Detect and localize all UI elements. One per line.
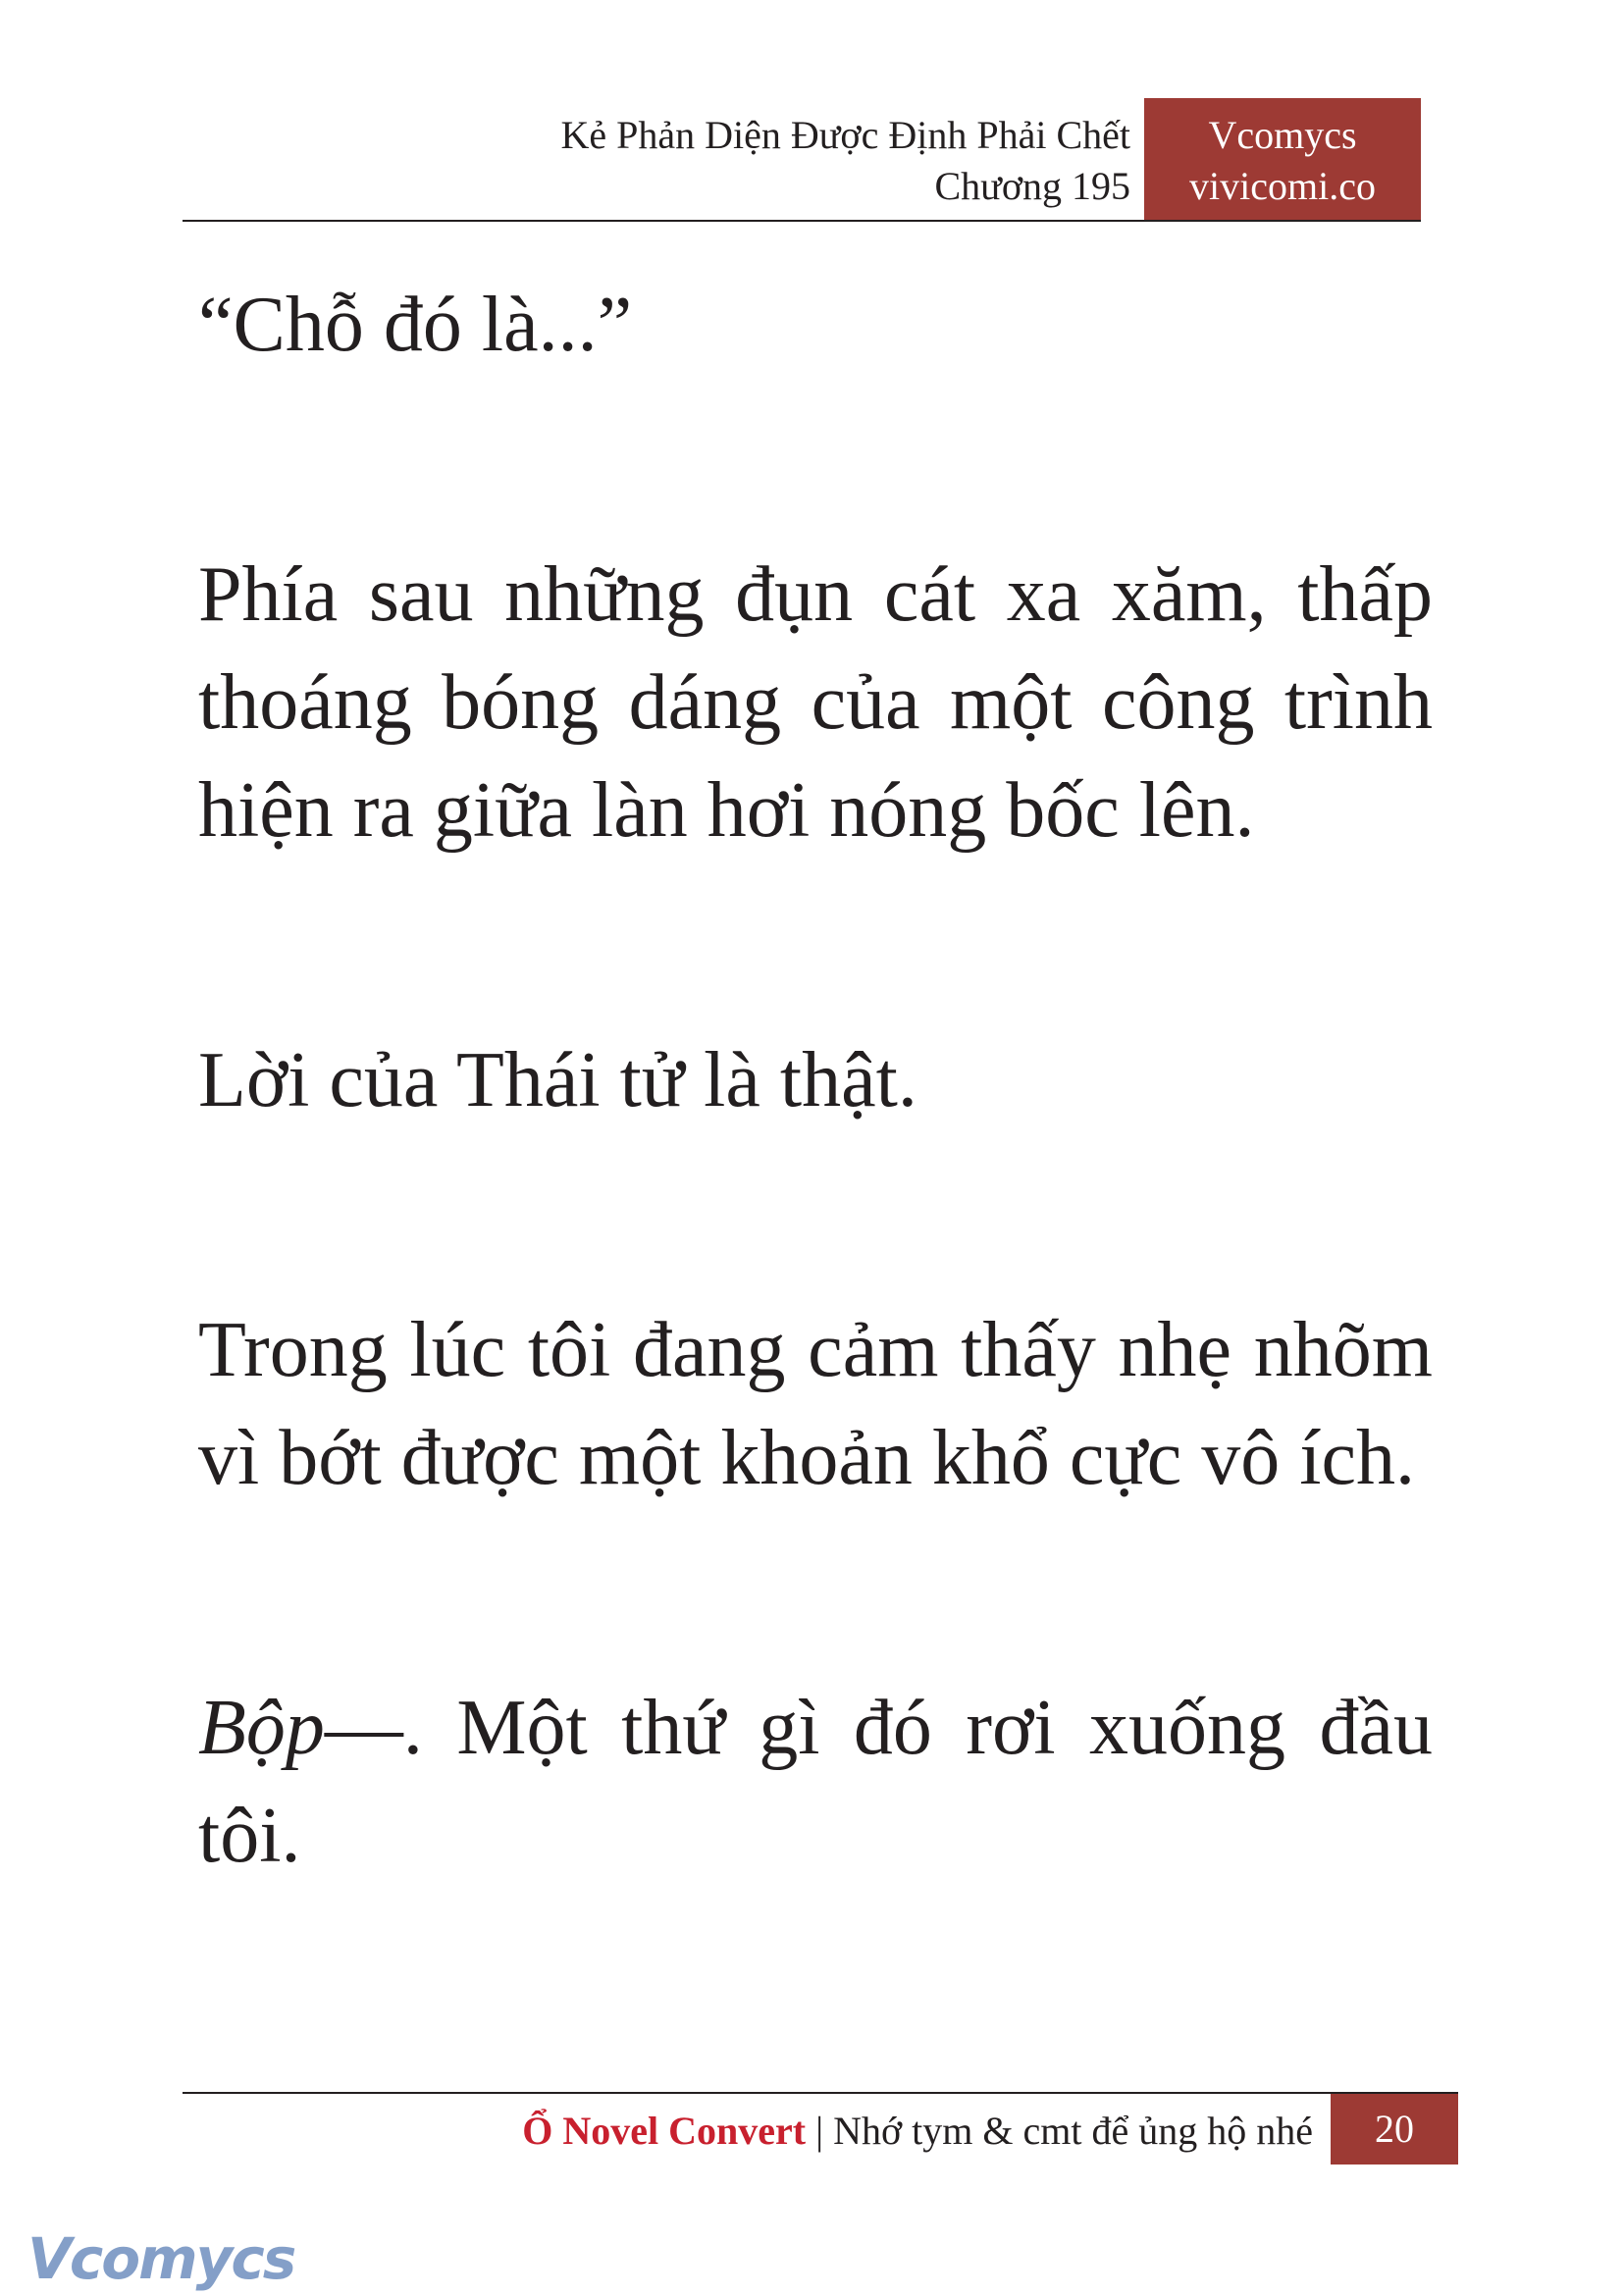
site-badge-url: vivicomi.co <box>1189 164 1376 208</box>
footer-tagline: Nhớ tym & cmt để ủng hộ nhé <box>833 2109 1313 2153</box>
chapter-label: Chương 195 <box>934 164 1130 208</box>
header-divider <box>183 220 1421 222</box>
watermark-logo: Vcomycs <box>27 2225 295 2292</box>
site-badge <box>1144 98 1421 220</box>
paragraph-1: “Chỗ đó là...” <box>198 282 633 368</box>
chapter-body <box>198 271 1433 1890</box>
page-footer <box>183 2094 1458 2165</box>
footer-brand: Ổ Novel Convert <box>522 2109 807 2153</box>
book-title: Kẻ Phản Diện Được Định Phải Chết <box>560 113 1130 157</box>
sound-effect: Bộp <box>198 1685 325 1771</box>
footer-text <box>522 2106 1313 2157</box>
header-titles <box>560 110 1130 212</box>
paragraph-5 <box>198 1674 1433 1890</box>
footer-separator: | <box>806 2109 834 2153</box>
site-badge-name: Vcomycs <box>1208 113 1357 157</box>
paragraph-3: Lời của Thái tử là thật. <box>198 1037 917 1123</box>
page-header <box>183 98 1421 220</box>
paragraph-5-text: —. Một thứ gì đó rơi xuống đầu tôi. <box>198 1685 1433 1879</box>
page-number: 20 <box>1331 2094 1458 2165</box>
paragraph-4: Trong lúc tôi đang cảm thấy nhẹ nhõm vì bớt được một khoản khổ cực vô ích. <box>198 1307 1433 1501</box>
paragraph-2: Phía sau những đụn cát xa xăm, thấp thoáng bóng dáng của một công trình hiện ra giữa làn hơi nóng bốc lên. <box>198 551 1433 854</box>
